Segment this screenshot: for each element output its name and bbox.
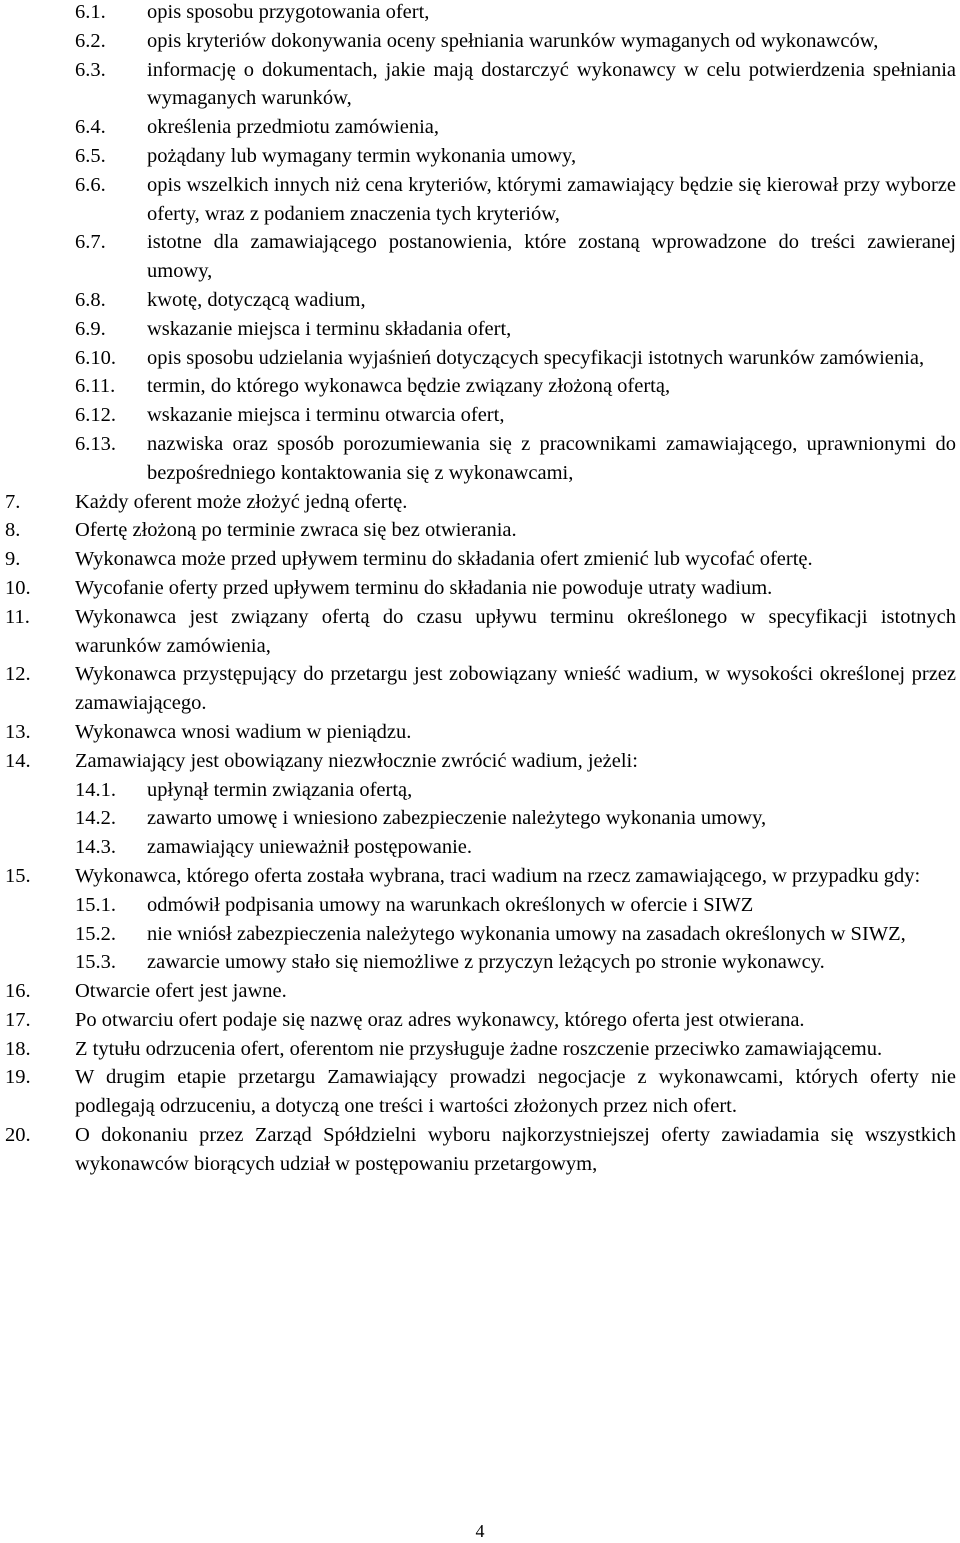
item-text: kwotę, dotyczącą wadium, <box>147 288 366 311</box>
item-number: 12. <box>5 663 31 686</box>
item-number: 6.2. <box>75 29 106 52</box>
item-text: Zamawiający jest obowiązany niezwłocznie zwrócić wadium, jeżeli: <box>75 749 638 772</box>
item-number: 6.7. <box>75 231 106 254</box>
sub-list-item <box>0 142 960 171</box>
sub-list-item <box>0 401 960 430</box>
item-text: termin, do którego wykonawca będzie związany złożoną ofertą, <box>147 375 671 398</box>
item-number: 15.3. <box>75 951 116 974</box>
item-text: opis sposobu przygotowania ofert, <box>147 1 430 23</box>
item-number: 6.9. <box>75 317 106 340</box>
item-text: Wykonawca wnosi wadium w pieniądzu. <box>75 720 412 743</box>
item-number: 16. <box>5 980 31 1003</box>
list-item <box>0 603 960 661</box>
item-text: informację o dokumentach, jakie mają dostarczyć wykonawcy w celu potwierdzenia spełniania wymaganych warunków, <box>147 58 956 110</box>
sub-list-item <box>0 372 960 401</box>
sub-list-item <box>0 171 960 229</box>
page-number: 4 <box>475 1521 485 1541</box>
item-text: W drugim etapie przetargu Zamawiający prowadzi negocjacje z wykonawcami, których oferty nie podlegają odrzuceniu, a dotyczą one treści i wartości złożonych przez nich ofert. <box>75 1066 956 1118</box>
item-text: Wykonawca, którego oferta została wybrana, traci wadium na rzecz zamawiającego, w przypadku gdy: <box>75 864 921 887</box>
item-number: 18. <box>5 1037 31 1060</box>
item-number: 9. <box>5 548 21 571</box>
list-item <box>0 1006 960 1035</box>
sub-list-item <box>0 27 960 56</box>
item-text: wskazanie miejsca i terminu składania ofert, <box>147 317 512 340</box>
item-text: Wykonawca jest związany ofertą do czasu upływu terminu określonego w specyfikacji istotnych warunków zamówienia, <box>75 605 956 657</box>
sub-list-item <box>0 228 960 286</box>
item-text: odmówił podpisania umowy na warunkach określonych w ofercie i SIWZ <box>147 893 754 916</box>
list-item <box>0 747 960 776</box>
sub-list-item <box>0 891 960 920</box>
item-number: 14.2. <box>75 807 116 830</box>
sub-list-item <box>0 920 960 949</box>
sub-list-item <box>0 776 960 805</box>
item-number: 14.1. <box>75 778 116 801</box>
list-item <box>0 574 960 603</box>
item-number: 6.13. <box>75 432 116 455</box>
item-text: O dokonaniu przez Zarząd Spółdzielni wyboru najkorzystniejszej oferty zawiadamia się wszystkich wykonawców biorących udział w postępowaniu przetargowym, <box>75 1124 956 1175</box>
item-number: 10. <box>5 576 31 599</box>
item-text: Wykonawca przystępujący do przetargu jest zobowiązany wnieść wadium, w wysokości określonej przez zamawiającego. <box>75 663 956 715</box>
item-text: wskazanie miejsca i terminu otwarcia ofert, <box>147 404 505 427</box>
list-item <box>0 1121 960 1179</box>
item-text: nie wniósł zabezpieczenia należytego wykonania umowy na zasadach określonych w SIWZ, <box>147 922 906 945</box>
sub-list-item <box>0 0 960 27</box>
sub-list-item <box>0 804 960 833</box>
sub-list-item <box>0 315 960 344</box>
item-text: zawarcie umowy stało się niemożliwe z przyczyn leżących po stronie wykonawcy. <box>147 951 825 974</box>
list-item <box>0 718 960 747</box>
item-number: 20. <box>5 1124 31 1147</box>
item-number: 6.11. <box>75 375 116 398</box>
list-item <box>0 862 960 891</box>
list-item <box>0 660 960 718</box>
sub-list-item <box>0 344 960 373</box>
item-number: 13. <box>5 720 31 743</box>
item-number: 19. <box>5 1066 31 1089</box>
sub-list-item <box>0 56 960 114</box>
item-text: istotne dla zamawiającego postanowienia, które zostaną wprowadzone do treści zawieranej umowy, <box>147 231 956 283</box>
item-number: 14. <box>5 749 31 772</box>
list-item <box>0 1063 960 1121</box>
item-number: 6.5. <box>75 144 106 167</box>
item-number: 11. <box>5 605 30 628</box>
item-number: 6.12. <box>75 404 116 427</box>
item-text: opis kryteriów dokonywania oceny spełniania warunków wymaganych od wykonawców, <box>147 29 879 52</box>
item-text: Wycofanie oferty przed upływem terminu do składania nie powoduje utraty wadium. <box>75 576 773 599</box>
item-number: 6.4. <box>75 116 106 139</box>
sub-list-item <box>0 113 960 142</box>
sub-list-item <box>0 833 960 862</box>
item-number: 8. <box>5 519 21 542</box>
item-number: 6.10. <box>75 346 116 369</box>
list-item <box>0 545 960 574</box>
item-number: 15.1. <box>75 893 116 916</box>
item-number: 6.8. <box>75 288 106 311</box>
item-number: 6.1. <box>75 1 106 23</box>
item-text: zawarto umowę i wniesiono zabezpieczenie należytego wykonania umowy, <box>147 807 767 830</box>
item-text: Otwarcie ofert jest jawne. <box>75 980 287 1003</box>
sub-list-item <box>0 286 960 315</box>
sub-list-item <box>0 948 960 977</box>
item-number: 14.3. <box>75 836 116 859</box>
item-text: nazwiska oraz sposób porozumiewania się z pracownikami zamawiającego, uprawnionymi do bezpośredniego kontaktowania się z wykonawcami, <box>147 432 956 484</box>
sub-list-item <box>0 430 960 488</box>
list-item <box>0 488 960 517</box>
item-text: określenia przedmiotu zamówienia, <box>147 116 440 139</box>
item-number: 6.3. <box>75 58 106 81</box>
item-text: Po otwarciu ofert podaje się nazwę oraz adres wykonawcy, którego oferta jest otwierana. <box>75 1008 805 1031</box>
item-number: 15.2. <box>75 922 116 945</box>
item-number: 6.6. <box>75 173 106 196</box>
item-text: Z tytułu odrzucenia ofert, oferentom nie przysługuje żadne roszczenie przeciwko zamawiającemu. <box>75 1037 883 1060</box>
item-text: upłynął termin związania ofertą, <box>147 778 413 801</box>
list-item <box>0 977 960 1006</box>
item-text: Wykonawca może przed upływem terminu do składania ofert zmienić lub wycofać ofertę. <box>75 548 813 571</box>
list-item <box>0 1035 960 1064</box>
list-item <box>0 516 960 545</box>
item-text: pożądany lub wymagany termin wykonania umowy, <box>147 144 577 167</box>
item-number: 17. <box>5 1008 31 1031</box>
item-text: zamawiający unieważnił postępowanie. <box>147 836 473 859</box>
item-text: opis sposobu udzielania wyjaśnień dotyczących specyfikacji istotnych warunków zamówienia, <box>147 346 925 369</box>
item-text: Każdy oferent może złożyć jedną ofertę. <box>75 490 408 513</box>
item-text: Ofertę złożoną po terminie zwraca się bez otwierania. <box>75 519 517 542</box>
item-number: 15. <box>5 864 31 887</box>
item-text: opis wszelkich innych niż cena kryteriów, którymi zamawiający będzie się kierował przy wyborze oferty, wraz z podaniem znaczenia tych kryteriów, <box>147 173 956 225</box>
item-number: 7. <box>5 490 21 513</box>
